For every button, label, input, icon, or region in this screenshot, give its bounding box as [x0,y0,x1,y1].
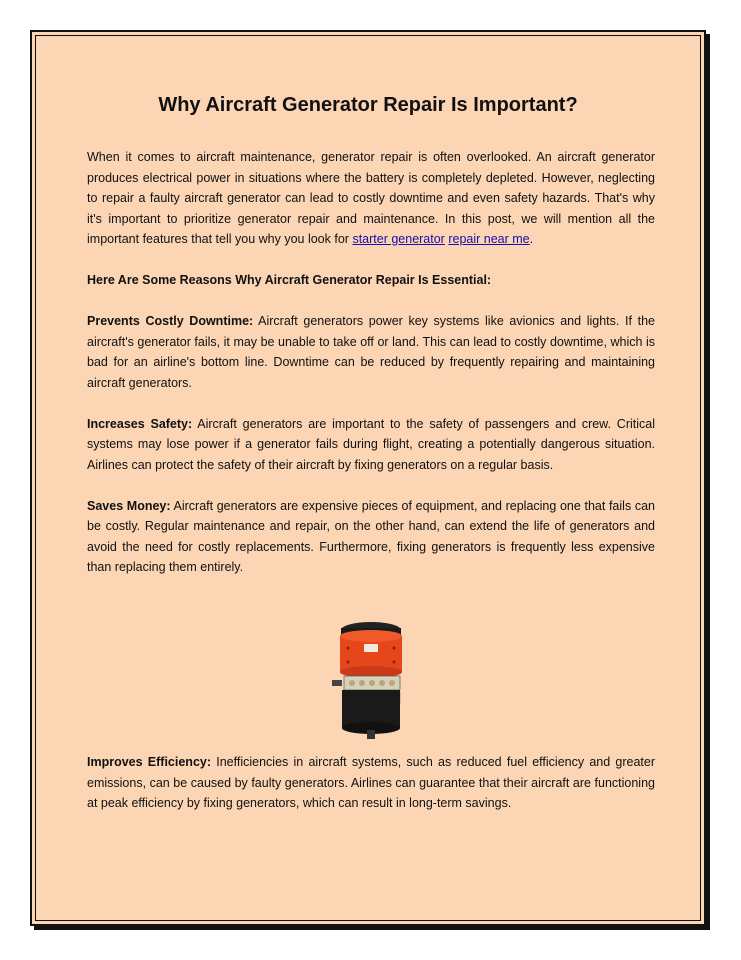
reason-heading: Saves Money: [87,498,171,513]
generator-image [328,618,414,740]
reason-heading: Improves Efficiency: [87,755,212,769]
reason-paragraph [87,414,655,476]
intro-end: . [529,232,534,246]
intro-text: When it comes to aircraft maintenance, generator repair is often overlooked. An aircraft generator produces electrical power in situations where the battery is completely depleted. However, neglecting to repair a faulty aircraft generator can lead to costly downtime and even safety hazards. That's why it's important to prioritize generator repair and maintenance. In this post, we will mention all the important features that tell you why you look for [87,150,655,246]
page-title: Why Aircraft Generator Repair Is Important? [158,94,578,116]
reason-paragraph [87,496,655,578]
reason-text: Aircraft generators power key systems like avionics and lights. If the aircraft's generator fails, it may be unable to take off or land. This can lead to costly downtime, which is bad for an airline's bottom line. Downtime can be reduced by frequently repairing and maintaining aircraft generators. [87,314,655,390]
starter-generator-link[interactable]: starter generator [352,232,445,246]
repair-near-me-link[interactable]: repair near me [448,232,530,246]
reason-paragraph [87,311,655,393]
document-page [30,30,706,926]
document-body [87,147,655,598]
document-body-continued [87,752,655,814]
reasons-heading: Here Are Some Reasons Why Aircraft Generator Repair Is Essential: [87,273,492,287]
reason-paragraph [87,752,655,814]
intro-paragraph [87,147,655,250]
generator-icon [328,618,414,740]
reason-heading: Increases Safety: [87,416,193,431]
reason-text: Aircraft generators are important to the safety of passengers and crew. Critical systems may lose power if a generator fails during flight, creating a potentially dangerous situation. Airlines can protect the safety of their aircraft by fixing generators on a regular basis. [87,416,655,472]
reason-text: Inefficiencies in aircraft systems, such as reduced fuel efficiency and greater emissions, can be caused by faulty generators. Airlines can guarantee that their aircraft are functioning at peak efficiency by fixing generators, which can result in long-term savings. [87,755,656,810]
reason-heading: Prevents Costly Downtime: [87,314,254,328]
reason-text: Aircraft generators are expensive pieces of equipment, and replacing one that fails can be costly. Regular maintenance and repair, on the other hand, can extend the life of generators and avoid the need for costly replacements. Furthermore, fixing generators is frequently less expensive than replacing them entirely. [87,498,655,574]
